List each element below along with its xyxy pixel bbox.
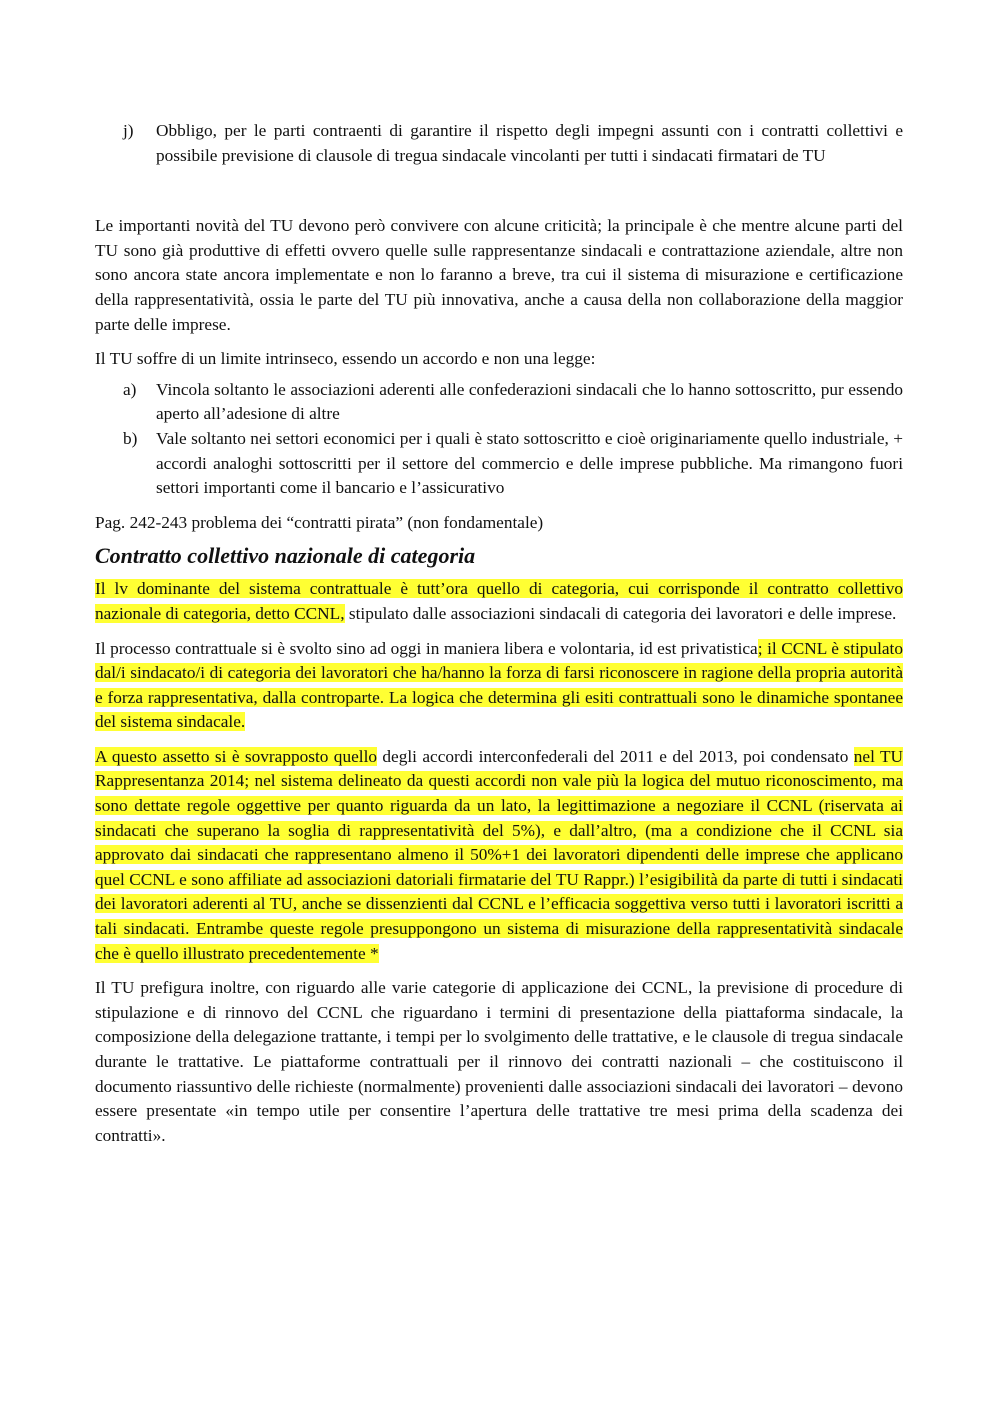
plain-text: degli accordi interconfederali del 2011 e del 2013, poi condensato — [377, 746, 854, 766]
section-heading: Contratto collettivo nazionale di categoria — [95, 543, 476, 569]
list-marker: a) — [123, 379, 137, 399]
list-item-j — [95, 119, 903, 168]
highlighted-text: A questo assetto si è sovrapposto quello — [95, 746, 378, 766]
list-limiti — [95, 378, 903, 501]
list-item-a — [95, 378, 903, 427]
highlighted-text: Il lv dominante del sistema contrattuale è tutt’ora quello di categoria, cui corrisponde il contratto collettivo nazionale di categoria, detto CCNL, — [95, 579, 903, 623]
plain-text: stipulato dalle associazioni sindacali di categoria dei lavoratori e delle imprese. — [344, 603, 897, 623]
paragraph-criticita: Le importanti novità del TU devono però convivere con alcune criticità; la principale è che mentre alcune parti del TU sono già produttive di effetti ovvero quelle sulle rappresentanze sindacali e contrattazione aziendale, altre non sono ancora state ancora implementate e non lo faranno a breve, tra cui il sistema di misurazione e certificazione della rappresentatività, ossia le parte del TU più innovativa, anche a causa della non collaborazione della maggior parte delle imprese. — [95, 216, 903, 334]
paragraph-tu-prefigura: Il TU prefigura inoltre, con riguardo alle varie categorie di applicazione dei CCNL, la previsione di procedure di stipulazione e di rinnovo del CCNL che riguardano i termini di presentazione della piattaforma sindacale, la composizione della delegazione trattante, i tempi per lo svolgimento delle trattative, e le clausole di tregua sindacale durante le trattative. Le piattaforme contrattuali per il rinnovo dei contratti nazionali – che costituiscono il documento riassuntivo delle richieste (normalmente) provenienti dalle associazioni sindacali dei lavoratori – devono essere presentate «in tempo utile per consentire l’apertura delle trattative tre mesi prima della scadenza dei contratti». — [95, 978, 903, 1145]
paragraph-assetto — [95, 745, 903, 966]
list-j — [95, 119, 903, 168]
plain-text: Il processo contrattuale si è svolto sino ad oggi in maniera libera e volontaria, id est privatistica — [95, 638, 758, 658]
paragraph-ccnl — [95, 577, 903, 626]
document-page — [95, 119, 903, 1148]
highlighted-text: ; il CCNL è stipulato dal/i sindacato/i di categoria dei lavoratori che ha/hanno la forza di farsi riconoscere in ragione della propria autorità e forza rappresentativa, dalla controparte. La logica che determina gli esiti contrattuali sono le dinamiche spontanee del sistema sindacale. — [95, 638, 903, 732]
list-marker: b) — [123, 428, 138, 448]
list-marker: j) — [123, 121, 134, 140]
list-item-b — [95, 427, 903, 501]
paragraph-processo — [95, 637, 903, 735]
list-item-text: Vincola soltanto le associazioni aderenti alle confederazioni sindacali che lo hanno sottoscritto, pur essendo aperto all’adesione di altre — [156, 379, 903, 424]
paragraph-limite: Il TU soffre di un limite intrinseco, essendo un accordo e non una legge: — [95, 349, 596, 369]
list-item-text: Vale soltanto nei settori economici per i quali è stato sottoscritto e cioè originariamente quello industriale, + accordi analoghi sottoscritti per il settore del commercio e delle imprese pubbliche. Ma rimangono fuori settori importanti come il bancario e l’assicurativo — [156, 428, 903, 498]
highlighted-text: nel TU Rappresentanza 2014; nel sistema delineato da questi accordi non vale più la logica del mutuo riconoscimento, ma sono dettate regole oggettive per quanto riguarda da un lato, la legittimazione a negoziare il CCNL (riservata ai sindacati che superano la soglia di rappresentatività del 5%), e dall’altro, (ma a condizione che il CCNL sia approvato dai sindacati che rappresentano almeno il 50%+1 dei lavoratori dipendenti delle imprese che applicano quel CCNL e sono affiliate ad associazioni datoriali firmatarie del TU Rappr.) l’esigibilità da parte di tutti i sindacati dei lavoratori aderenti al TU, anche se dissenzienti dal CCNL e l’efficacia soggettiva verso tutti i lavoratori iscritti a tali sindacati. Entrambe queste regole presuppongono un sistema di misurazione della rappresentatività sindacale che è quello illustrato precedentemente * — [95, 746, 904, 963]
paragraph-contratti-pirata: Pag. 242-243 problema dei “contratti pirata” (non fondamentale) — [95, 512, 544, 532]
list-item-text: Obbligo, per le parti contraenti di garantire il rispetto degli impegni assunti con i contratti collettivi e possibile previsione di clausole di tregua sindacale vincolanti per tutti i sindacati firmatari de TU — [156, 121, 903, 165]
